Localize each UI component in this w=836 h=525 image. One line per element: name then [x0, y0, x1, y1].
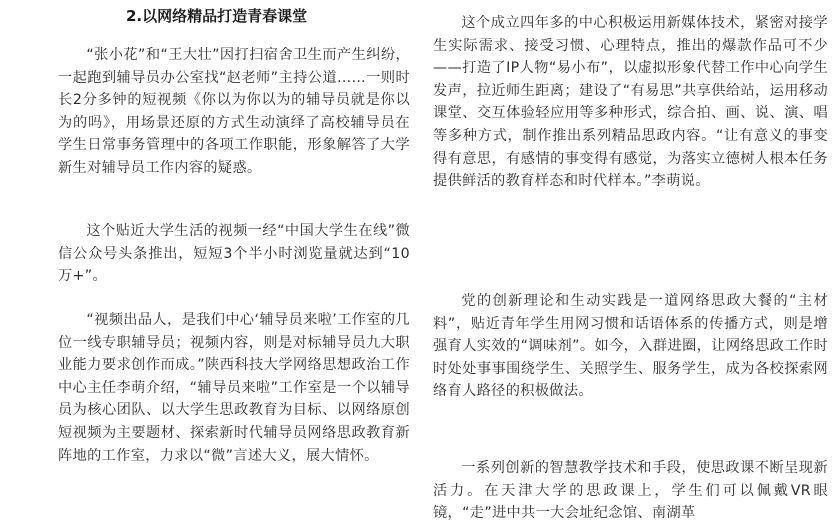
paragraph-smart-teaching: 一系列创新的智慧教学技术和手段，使思政课不断呈现新活力。在天津大学的思政课上，学生们可以佩戴VR眼镜，“走”进中共一大会址纪念馆、南湖革: [433, 460, 828, 522]
paragraph-center-works: 这个成立四年多的中心积极运用新媒体技术，紧密对接学生实际需求、接受习惯、心理特点，推出的爆款作品可不少——打造了IP人物“易小布”，以虚拟形象代替工作中心向学生发声，拉近师生距离；建设了“有易思”共享供给站，运用移动课堂、交互体验轻应用等多种形式，综合拍、画、说、演、唱等多种方式，制作推出系列精品思政内容。“让有意义的事变得有意思，有感情的事变得有感觉，为落实立德树人根本任务提供鲜活的教育样态和时代样本。”李萌说。: [433, 15, 828, 190]
paragraph-video-story: “张小花”和“王大壮”因打扫宿舍卫生而产生纠纷，一起跑到辅导员办公室找“赵老师”主持公道……一则时长2分多钟的短视频《你以为你以为的辅导员就是你以为的吗》，用场景还原的方式生动演绎了高校辅导员在学生日常事务管理中的各项工作职能，形象解答了大学新生对辅导员工作内容的疑惑。: [58, 47, 410, 176]
paragraph-studio-intro: “视频出品人，是我们中心‘辅导员来啦’工作室的几位一线专职辅导员；视频内容，则是对标辅导员九大职业能力要求创作而成。”陕西科技大学网络思想政治工作中心主任李萌介绍，“辅导员来啦”工作室是一个以辅导员为核心团队、以大学生思政教育为目标、以网络原创短视频为主要题材、探索新时代辅导员网络思政教育新阵地的工作室，力求以“微”言述大义，展大情怀。: [58, 312, 410, 464]
paragraph-video-views: 这个贴近大学生活的视频一经“中国大学生在线”微信公众号头条推出，短短3个半小时浏览量就达到“10万+”。: [58, 223, 410, 285]
section-heading: 2.以网络精品打造青春课堂: [126, 7, 308, 25]
paragraph-theory-practice: 党的创新理论和生动实践是一道网络思政大餐的“主材料”，贴近青年学生用网习惯和话语体系的传播方式，则是增强育人实效的“调味剂”。如今，入群进圈，让网络思政工作时时处处事事围绕学生、关照学生、服务学生，成为各校探索网络育人路径的积极做法。: [433, 293, 828, 400]
